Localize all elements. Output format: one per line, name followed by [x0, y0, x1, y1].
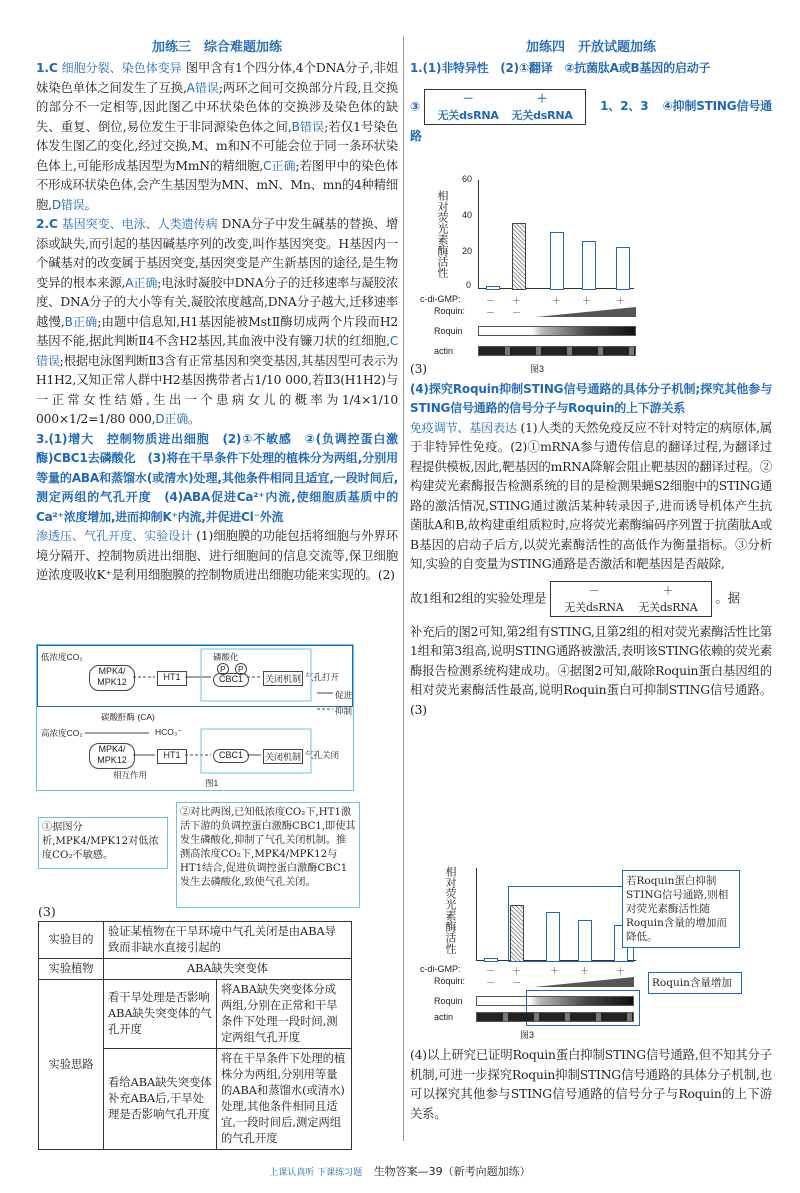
cdi-sign: ＋: [550, 966, 560, 976]
phosphorylation-label: 磷酸化: [213, 652, 239, 662]
phosphate-2: P: [235, 663, 247, 675]
cbc1-high-node: CBC1: [213, 749, 249, 763]
explanation-3: 补充后的图2可知,第2组有STING,且第2组的相对荧光素酶活性比第1组和第3组高,说明STING通路被激活,表明该STING依赖的荧光素酶报告检测系统构建成功。④据图2可知,敲除Roquin蛋白基因组的相对荧光素酶活性最高,说明Roquin蛋白可抑制STING信号通路。(3): [410, 624, 772, 717]
blot-roquin: [478, 326, 636, 336]
bar-1: [484, 958, 498, 962]
answer-2: 2.C 基因突变、电泳、人类遗传病 DNA分子中发生碱基的替换、增添或缺失,而引起的基因碱基序列的改变,叫作基因突变。H基因内一个碱基对的改变属于基因突变,基因突变是产生新基因的途径,是生物变异的根本来源,A正确;电泳时凝胶中DNA分子的迁移速率与凝胶浓度、DNA分子的大小等有关,凝胶浓度越高,DNA分子越大,迁移速率越慢,B正确;由题中信息知,H1基因能被MstⅡ酶切成两个片段而H2基因不能,据此判断Ⅱ4不含H2基因,其血液中没有镰刀状的红细胞,C错误;根据电泳图判断Ⅱ3含有正常基因和突变基因,其基因型可表示为H1H2,又知正常人群中H2基因携带者占1/10 000,若Ⅱ3(H1H2)与一正常女性结婚,生出一个患病女儿的概率为1/4×1/10 000×1/2=1/80 000,D正确。: [36, 217, 399, 426]
answer-4: (4)探究Roquin抑制STING信号通路的具体分子机制;探究其他参与STING信号通路的信号分子与Roquin的上下游关系: [410, 381, 772, 415]
table-row: [39, 959, 352, 980]
callout-roquin-increase: Roquin含量增加: [648, 972, 742, 994]
left-column: [36, 36, 398, 586]
y-tick: 0: [466, 280, 472, 290]
bar-4: [582, 241, 596, 290]
high-co2-label: 高浓度CO₂: [41, 728, 83, 738]
treatment-matrix-2: － ＋ 无关dsRNA 无关dsRNA: [550, 581, 712, 617]
promote-legend: 促进: [335, 690, 353, 700]
part-3-label: (3): [410, 362, 427, 376]
bar-2: [512, 223, 526, 290]
blot-actin: [478, 346, 636, 356]
inhibit-legend: 抑制: [335, 706, 353, 716]
y-axis-label: 相对荧光素酶活性: [444, 866, 456, 954]
cdi-sign: ＋: [616, 966, 626, 976]
blot-actin: [476, 1012, 634, 1022]
blot-actin-label: actin: [434, 1012, 454, 1022]
page-footer: [0, 1163, 800, 1179]
treatment-matrix-1: － ＋ 无关dsRNA 无关dsRNA: [424, 89, 586, 125]
roquin-sign: －: [512, 978, 522, 988]
table-value: ABA缺失突变体: [104, 959, 352, 980]
phosphate-1: P: [217, 663, 229, 675]
column-divider: [403, 36, 404, 1141]
figure-1-co2-diagram: [36, 644, 354, 791]
answer-1-part-b: ③ － ＋ 无关dsRNA 无关dsRNA 1、2、3 ④抑制STING信号通路: [410, 89, 772, 147]
mpk-low-node: MPK4/ MPK12: [89, 665, 135, 691]
blot-roquin-label: Roquin: [434, 996, 463, 1006]
y-axis-label: 相对荧光素酶活性: [436, 190, 448, 278]
table-value: 将ABA缺失突变体分成两组,分别在正常和干旱条件下处理一段时间,测定两组气孔开度: [217, 980, 352, 1049]
cdi-sign: －: [486, 966, 496, 976]
explanation-2: 故1组和2组的实验处理是 － ＋ 无关dsRNA 无关dsRNA 。据: [410, 581, 772, 617]
right-body: [410, 360, 772, 720]
roquin-gradient-wedge: [534, 976, 634, 988]
blot-actin-label: actin: [434, 346, 454, 356]
ht1-high-node: HT1: [157, 749, 187, 764]
cdi-sign: ＋: [512, 296, 522, 306]
bar-5: [616, 247, 630, 290]
chart-1-caption: 图3: [530, 364, 545, 374]
low-co2-label: 低浓度CO₂: [41, 652, 83, 662]
explanation-4: (4)以上研究已证明Roquin蛋白抑制STING信号通路,但不知其分子机制,可进一步探究Roquin抑制STING信号通路的具体分子机制,也可以探究其他参与STING信号通路的信号分子与Roquin的上下游关系。: [410, 1048, 772, 1121]
figure-note-1: ①据图分析,MPK4/MPK12对低浓度CO₂不敏感。: [38, 817, 168, 869]
bar-1: [486, 286, 500, 290]
blot-roquin-label: Roquin: [434, 326, 463, 336]
table-key: 实验植物: [39, 959, 104, 980]
chart-1: [420, 170, 650, 374]
section-title-right: 加练四 开放试题加练: [525, 40, 656, 55]
cdi-sign: ＋: [552, 296, 562, 306]
y-tick: 60: [462, 174, 473, 184]
cdi-sign: －: [486, 296, 496, 306]
roquin-sign: －: [486, 308, 496, 318]
roquin-sign: －: [486, 978, 496, 988]
cdi-label: c-di-GMP:: [420, 964, 461, 974]
bar-3: [550, 232, 564, 290]
mpk-high-node: MPK4/ MPK12: [89, 743, 135, 769]
footer-text: 生物答案—39（新考向题加练）: [373, 1165, 531, 1178]
roquin-sign: －: [512, 308, 522, 318]
figure-1-caption: 图1: [205, 778, 219, 788]
roquin-label: Roquin:: [434, 306, 466, 316]
chart-2-caption: 图3: [520, 1030, 535, 1040]
cbc1-low-node: CBC1: [213, 673, 249, 687]
table-value: 看给ABA缺失突变体补充ABA后,干旱处理是否影响气孔开度: [104, 1049, 217, 1150]
interaction-label: 相互作用: [113, 770, 148, 780]
cdi-sign: ＋: [512, 966, 522, 976]
answer-3: 3.(1)增大 控制物质进出细胞 (2)①不敏感 ②(负调控蛋白激酶)CBC1去磷酸化 (3)将在干旱条件下处理的植株分为两组,分别用等量的ABA和蒸馏水(或清水)处理,其他条件相同且适宜,一段时间后,测定两组的气孔开度 (4)ABA促进Ca²⁺内流,使细胞质基质中的Ca²⁺浓度增加,进而抑制K⁺内流,并促进Cl⁻外流: [36, 431, 398, 524]
roquin-label: Roquin:: [434, 976, 466, 986]
table-row: [39, 980, 352, 1049]
answer-1-part-a: 1.(1)非特异性 (2)①翻译 ②抗菌肽A或B基因的启动子: [410, 61, 711, 75]
y-axis: [478, 180, 479, 288]
table-value: 验证某植物在干旱环境中气孔关闭是由ABA导致而非缺水直接引起的: [104, 922, 352, 959]
y-tick: 20: [462, 246, 473, 256]
closing-mechanism-high: 关闭机制: [263, 749, 303, 764]
table-row: [39, 922, 352, 959]
section-title-left: 加练三 综合难题加练: [151, 40, 282, 55]
chart-2: [420, 862, 780, 1042]
highlight-bars: [508, 886, 634, 962]
hco3-label: HCO₃⁻: [155, 727, 182, 737]
ht1-low-node: HT1: [157, 671, 187, 686]
y-axis: [476, 868, 477, 960]
experiment-table: [38, 921, 352, 1150]
publisher-logo: 上课认真听 下课练习题: [269, 1168, 363, 1178]
cdi-sign: ＋: [616, 296, 626, 306]
answer-1: 1.C 细胞分裂、染色体变异 图甲含有1个四分体,4个DNA分子,非姐妹染色单体之间发生了互换,A错误;两环之间可交换部分片段,且交换的部分不一定相等,因此图乙中环状染色体的交换涉及染色体的缺失、重复、倒位,易位发生于非同源染色体之间,B错误;若仅1号染色体发生图乙的变化,经过交换,M、m和N不可能会位于同一条环状染色体上,可能形成基因型为MmN的精细胞,C正确;若图甲中的染色体不形成环状染色体,会产生基因型为MN、mN、Mn、mn的4种精细胞,D错误。: [36, 61, 399, 212]
cdi-sign: ＋: [580, 966, 590, 976]
stomata-closed-label: 气孔关闭: [305, 750, 340, 760]
stomata-open-label: 气孔打开: [305, 672, 340, 682]
cdi-label: c-di-GMP:: [420, 294, 461, 304]
cdi-sign: ＋: [582, 296, 592, 306]
table-value: 看干旱处理是否影响ABA缺失突变体的气孔开度: [104, 980, 217, 1049]
explanation: 免疫调节、基因表达 (1)人类的天然免疫反应不针对特定的病原体,属于非特异性免疫。(2)①mRNA参与遗传信息的翻译过程,为翻译过程提供模板,因此,靶基因的mRNA降解会阻止靶基因的翻译过程。②构建荧光素酶报告检测系统的目的是检测果蝇S2细胞中的STING通路的激活情况,STING通过激活某种转录因子,进而诱导机体产生抗菌肽A和B,故构建重组质粒时,应将荧光素酶编码序列置于抗菌肽A或B基因的启动子后方,以荧光素酶活性的高低作为衡量指标。③分析知,实验的自变量为STING通路是否激活和靶基因是否敲除,: [410, 420, 772, 571]
figure-note-2: ②对比两图,已知低浓度CO₂下,HT1激活下游的负调控蛋白激酶CBC1,即使其发生磷酸化,抑制了气孔关闭机制。推测高浓度CO₂下,MPK4/MPK12与HT1结合,促进负调控蛋白激酶CBC1发生去磷酸化,致使气孔关闭。: [176, 802, 360, 908]
table-value: 将在干旱条件下处理的植株分为两组,分别用等量的ABA和蒸馏水(或清水)处理,其他条件相同且适宜,一段时间后,测定两组的气孔开度: [217, 1049, 352, 1150]
table-key: 实验目的: [39, 922, 104, 959]
roquin-gradient-wedge: [536, 306, 636, 318]
answer-3-explanation: 渗透压、气孔开度、实验设计 (1)细胞膜的功能包括将细胞与外界环境分隔开、控制物质进出细胞、进行细胞间的信息交流等,保卫细胞逆浓度吸收K⁺是利用细胞膜的控制物质进出细胞功能来实现的。(2): [36, 529, 398, 582]
closing-mechanism-low: 关闭机制: [263, 671, 303, 686]
y-tick: 40: [462, 210, 473, 220]
enzyme-label: 碳酸酐酶 (CA): [101, 712, 155, 722]
callout-hypothesis: 若Roquin蛋白抑制STING信号通路,则相对荧光素酶活性随Roquin含量的增加而降低。: [622, 870, 740, 948]
table-key: 实验思路: [39, 980, 104, 1150]
part-3-label: (3): [38, 904, 56, 919]
right-column: [410, 36, 772, 147]
